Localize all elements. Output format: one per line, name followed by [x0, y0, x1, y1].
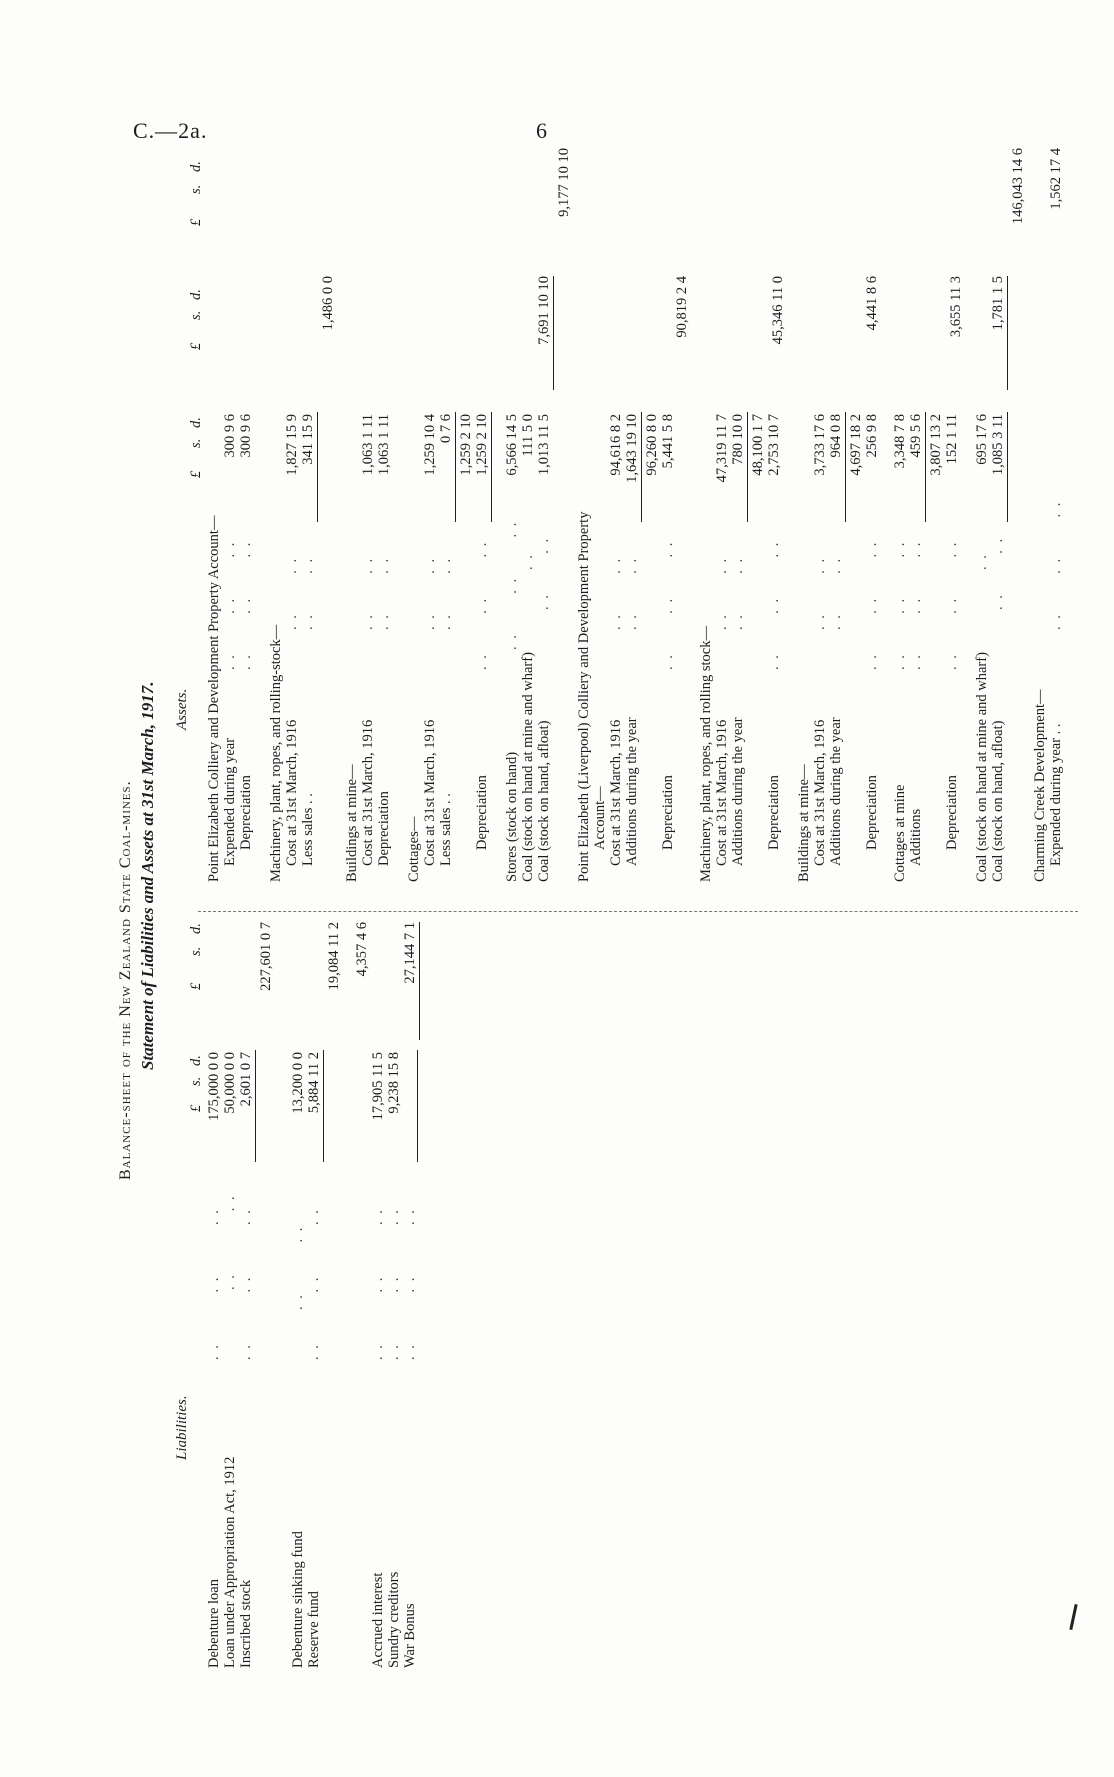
leader-dots: . . . .: [730, 556, 746, 630]
liab-c1-unit-pound: £: [188, 1104, 204, 1112]
asset-amount: 1,259 2 10: [458, 414, 474, 476]
liability-amount: 9,238 15 8: [386, 1052, 402, 1114]
asset-label: Cost at 31st March, 1916: [284, 719, 300, 866]
asset-amount: 459 5 6: [908, 414, 924, 458]
asset-c3-unit-pound: £: [188, 218, 204, 226]
leader-dots: . . . . . .: [944, 540, 960, 670]
asset-label: Cost at 31st March, 1916: [608, 719, 624, 866]
asset-amount: 1,063 1 11: [376, 414, 392, 476]
leader-dots: . . . . . .: [370, 1208, 386, 1360]
asset-amount: 3,733 17 6: [812, 414, 828, 476]
leader-dots: . . . . . .: [504, 520, 520, 650]
liability-label: Accrued interest: [370, 1572, 386, 1668]
asset-c3-unit-pence: d.: [188, 161, 204, 172]
asset-amount: 695 17 6: [974, 414, 990, 465]
leader-dots: . .: [520, 553, 536, 570]
asset-c2-unit-shilling: s.: [188, 310, 204, 320]
asset-label: Depreciation: [864, 775, 880, 850]
asset-subtotal: 7,691 10 10: [536, 276, 552, 345]
asset-amount: 4,697 18 2: [848, 414, 864, 476]
asset-label: Cottages at mine: [892, 784, 908, 882]
leader-dots: . . . .: [438, 556, 454, 630]
leader-dots: . . . .: [990, 536, 1006, 610]
asset-subtotal: 45,346 11 0: [770, 276, 786, 345]
leader-dots: . . . .: [536, 536, 552, 610]
asset-heading: Machinery, plant, ropes, and rolling-stock—: [268, 624, 284, 882]
total-rule: [419, 922, 420, 1040]
asset-label: Additions during the year: [624, 717, 640, 866]
liability-total: 27,144 7 1: [402, 922, 418, 984]
asset-heading: Buildings at mine—: [344, 764, 360, 882]
liability-label: War Bonus: [402, 1603, 418, 1668]
asset-c1-unit-pence: d.: [188, 417, 204, 428]
liability-total: 227,601 0 7: [258, 922, 274, 991]
balance-sheet: [118, 90, 1114, 1690]
asset-amount: 341 15 9: [300, 414, 316, 465]
liability-amount: 5,884 11 2: [306, 1052, 322, 1114]
subtotal-rule: [641, 412, 642, 522]
liability-amount: 50,000 0 0: [222, 1052, 238, 1114]
asset-label: Additions: [908, 808, 924, 866]
liab-c1-unit-shilling: s.: [188, 1076, 204, 1086]
page-header-code: C.—2a.: [133, 118, 208, 143]
leader-dots: . . . .: [624, 556, 640, 630]
leader-dots: . . . . . .: [864, 540, 880, 670]
asset-total: 146,043 14 6: [1010, 148, 1026, 225]
column-divider: [198, 911, 1078, 912]
asset-c2-unit-pence: d.: [188, 289, 204, 300]
leader-dots: . . . . . .: [402, 1208, 418, 1360]
liability-label: Sundry creditors: [386, 1571, 402, 1668]
leader-dots: . . . .: [300, 556, 316, 630]
asset-heading-cont: Account—: [592, 786, 608, 850]
asset-amount: 964 0 8: [828, 414, 844, 458]
asset-heading: Point Elizabeth Colliery and Development Property Account—: [206, 515, 222, 882]
liability-amount: 2,601 0 7: [238, 1052, 254, 1107]
liab-c1-unit-pence: d.: [188, 1055, 204, 1066]
leader-dots: . . . .: [290, 1225, 306, 1310]
liabilities-heading: Liabilities.: [174, 1395, 190, 1460]
leader-dots: . . . .: [714, 556, 730, 630]
leader-dots: . . . . . .: [766, 540, 782, 670]
liability-total: 4,357 4 6: [354, 922, 370, 977]
asset-amount: 6,566 14 5: [504, 414, 520, 476]
asset-total: 1,562 17 4: [1048, 148, 1064, 210]
subtotal-rule: [317, 412, 318, 522]
asset-amount: 1,085 3 11: [990, 414, 1006, 476]
asset-subtotal: 1,486 0 0: [320, 276, 336, 331]
subtotal-rule: [925, 412, 926, 522]
sheet-title: Balance-sheet of the New Zealand State Coal-mines.: [117, 780, 134, 1180]
subtotal-rule: [455, 412, 456, 522]
asset-amount: 300 9 6: [238, 414, 254, 458]
asset-label: Coal (stock on hand at mine and wharf): [974, 652, 990, 882]
asset-c2-unit-pound: £: [188, 342, 204, 350]
liab-total-unit-pence: d.: [188, 923, 204, 934]
subtotal-rule: [491, 412, 492, 522]
leader-dots: . . . .: [608, 556, 624, 630]
asset-amount: 1,013 11 5: [536, 414, 552, 476]
leader-dots: . . . .: [360, 556, 376, 630]
leader-dots: . . . .: [376, 556, 392, 630]
asset-label: Depreciation: [766, 775, 782, 850]
leader-dots: . .: [974, 553, 990, 570]
asset-label: Stores (stock on hand): [504, 751, 520, 882]
liability-label: Loan under Appropriation Act, 1912: [222, 1456, 238, 1668]
asset-label: Depreciation: [660, 775, 676, 850]
leader-dots: . . . . . .: [892, 540, 908, 670]
asset-subtotal: 3,655 11 3: [948, 276, 964, 338]
asset-label: Less sales . .: [300, 793, 316, 866]
leader-dots: . . . . . .: [1048, 500, 1064, 630]
liability-amount: 13,200 0 0: [290, 1052, 306, 1114]
asset-heading: Machinery, plant, ropes, and rolling stock—: [698, 626, 714, 882]
leader-dots: . . . .: [828, 556, 844, 630]
asset-subtotal: 90,819 2 4: [674, 276, 690, 338]
subtotal-rule: [417, 1050, 418, 1162]
asset-c1-unit-pound: £: [188, 470, 204, 478]
liability-label: Debenture loan: [206, 1579, 222, 1668]
leader-dots: . . . .: [422, 556, 438, 630]
asset-label: Depreciation: [474, 775, 490, 850]
asset-amount: 3,348 7 8: [892, 414, 908, 469]
subtotal-rule: [255, 1050, 256, 1162]
sheet-subtitle: Statement of Liabilities and Assets at 31st March, 1917.: [138, 681, 157, 1070]
asset-subtotal: 4,441 8 6: [864, 276, 880, 331]
asset-amount: 1,063 1 11: [360, 414, 376, 476]
asset-label: Cost at 31st March, 1916: [422, 719, 438, 866]
subtotal-rule: [1007, 412, 1008, 522]
asset-amount: 1,827 15 9: [284, 414, 300, 476]
subtotal-rule: [553, 276, 554, 390]
asset-heading: Buildings at mine—: [796, 764, 812, 882]
liability-label: Reserve fund: [306, 1591, 322, 1668]
asset-label: Cost at 31st March, 1916: [360, 719, 376, 866]
asset-c3-unit-shilling: s.: [188, 184, 204, 194]
asset-label: Depreciation: [376, 791, 392, 866]
asset-heading: Charming Creek Development—: [1032, 689, 1048, 882]
asset-amount: 5,441 5 8: [660, 414, 676, 469]
liability-total: 19,084 11 2: [326, 922, 342, 991]
assets-heading: Assets.: [174, 688, 190, 730]
asset-label: Cost at 31st March, 1916: [714, 719, 730, 866]
asset-label: Expended during year: [222, 737, 238, 866]
asset-heading: Point Elizabeth (Liverpool) Colliery and Development Property: [576, 511, 592, 882]
asset-amount: 1,259 2 10: [474, 414, 490, 476]
leader-dots: . . . . . .: [474, 540, 490, 670]
asset-label: Expended during year . .: [1048, 723, 1064, 866]
asset-amount: 256 9 8: [864, 414, 880, 458]
asset-label: Less sales . .: [438, 793, 454, 866]
liability-label: Inscribed stock: [238, 1579, 254, 1668]
asset-amount: 152 1 11: [944, 414, 960, 465]
asset-amount: 48,100 1 7: [750, 414, 766, 476]
asset-amount: 1,643 19 10: [624, 414, 640, 483]
leader-dots: . . . . . .: [238, 1208, 254, 1360]
asset-label: Coal (stock on hand, afloat): [536, 720, 552, 882]
leader-dots: . . . . . .: [660, 540, 676, 670]
asset-label: Depreciation: [238, 775, 254, 850]
subtotal-rule: [747, 412, 748, 522]
asset-label: Coal (stock on hand at mine and wharf): [520, 652, 536, 882]
subtotal-rule: [845, 412, 846, 522]
leader-dots: . . . .: [812, 556, 828, 630]
asset-label: Cost at 31st March, 1916: [812, 719, 828, 866]
liab-total-unit-pound: £: [188, 982, 204, 990]
liability-amount: 17,905 11 5: [370, 1052, 386, 1121]
page-number: 6: [536, 118, 547, 143]
liability-amount: 175,000 0 0: [206, 1052, 222, 1121]
asset-total: 9,177 10 10: [556, 148, 572, 217]
subtotal-rule: [1007, 276, 1008, 390]
leader-dots: . . . . . .: [222, 540, 238, 670]
asset-label: Depreciation: [944, 775, 960, 850]
leader-dots: . . . . . .: [306, 1208, 322, 1360]
asset-amount: 111 5 0: [520, 414, 536, 457]
asset-amount: 300 9 6: [222, 414, 238, 458]
asset-amount: 0 7 6: [438, 414, 454, 443]
leader-dots: . . . .: [222, 1194, 238, 1290]
asset-amount: 96,260 8 0: [644, 414, 660, 476]
liability-label: Debenture sinking fund: [290, 1531, 306, 1668]
asset-label: Additions during the year: [828, 717, 844, 866]
asset-amount: 1,259 10 4: [422, 414, 438, 476]
asset-amount: 3,807 13 2: [928, 414, 944, 476]
leader-dots: . . . . . .: [908, 540, 924, 670]
asset-c1-unit-shilling: s.: [188, 438, 204, 448]
asset-heading: Cottages—: [406, 816, 422, 882]
leader-dots: . . . . . .: [238, 540, 254, 670]
asset-amount: 47,319 11 7: [714, 414, 730, 483]
asset-label: Coal (stock on hand, afloat): [990, 720, 1006, 882]
subtotal-rule: [323, 1050, 324, 1162]
asset-subtotal: 1,781 1 5: [990, 276, 1006, 331]
asset-amount: 780 10 0: [730, 414, 746, 465]
asset-amount: 2,753 10 7: [766, 414, 782, 476]
leader-dots: . . . .: [284, 556, 300, 630]
liab-total-unit-shilling: s.: [188, 946, 204, 956]
asset-label: Additions during the year: [730, 717, 746, 866]
leader-dots: . . . . . .: [206, 1208, 222, 1360]
leader-dots: . . . . . .: [386, 1208, 402, 1360]
asset-amount: 94,616 8 2: [608, 414, 624, 476]
